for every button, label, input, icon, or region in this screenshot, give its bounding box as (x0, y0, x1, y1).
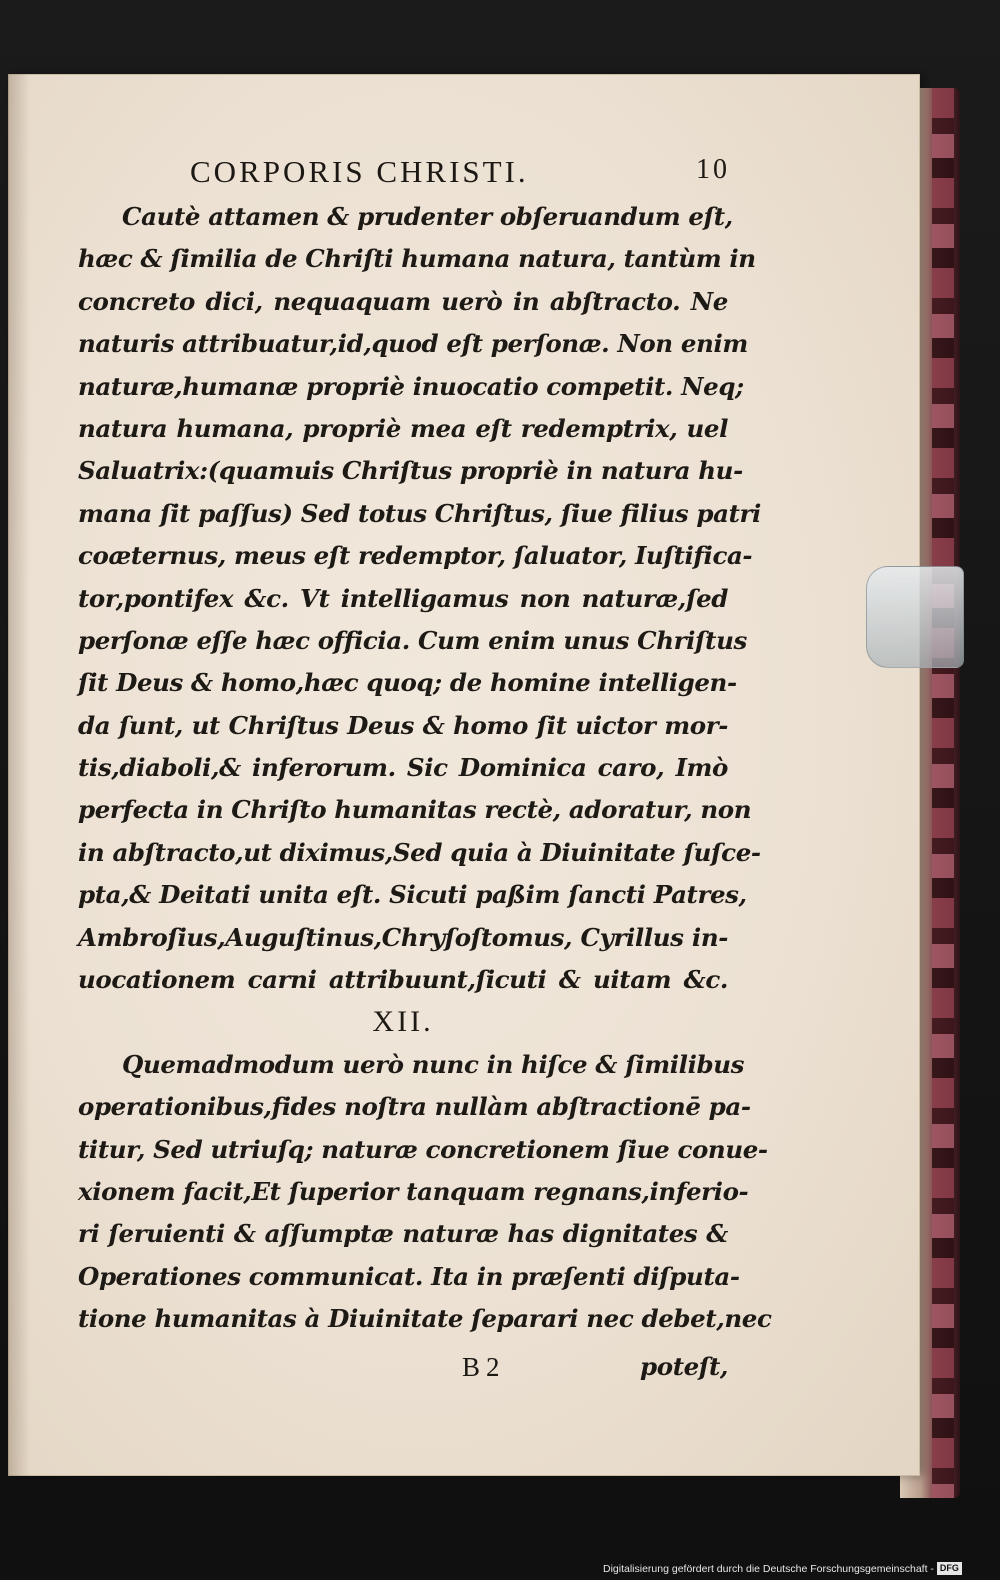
text-line: Quemadmodum uerò nunc in hiſce & ſimilibus (122, 1049, 745, 1079)
text-line: coæternus, meus eſt redemptor, ſaluator, Iuſtifica- (78, 541, 753, 571)
page-footer (78, 1343, 728, 1391)
signature-mark: B 2 (462, 1351, 500, 1382)
text-line: naturæ,humanæ propriè inuocatio competit. Neq; (78, 371, 744, 401)
text-block (78, 196, 772, 1391)
text-line: da ſunt, ut Chriſtus Deus & homo ſit uictor mor- (78, 710, 728, 740)
text-line: ſit Deus & homo,hæc quoq; de homine intelligen- (78, 668, 737, 698)
digitization-credit (603, 1560, 995, 1578)
text-line: Ambroſius,Auguſtinus,Chryſoſtomus, Cyrillus in- (78, 922, 728, 952)
dfg-logo: DFG (937, 1562, 962, 1575)
text-line: natura humana, propriè mea eſt redemptrix, uel (78, 413, 728, 443)
folio-number: 10 (696, 154, 730, 185)
text-line: mana ſit paſſus) Sed totus Chriſtus, ſiue filius patri (78, 498, 761, 528)
text-line: Saluatrix:(quamuis Chriſtus propriè in natura hu- (78, 456, 743, 486)
text-line: Operationes communicat. Ita in præſenti diſputa- (78, 1261, 740, 1291)
text-line: tione humanitas à Diuinitate ſeparari nec debet,nec (78, 1304, 772, 1334)
credit-text: Digitalisierung gefördert durch die Deutsche Forschungsgemeinschaft - (603, 1563, 934, 1575)
text-line: tor,pontifex &c. Vt intelligamus non naturæ,ſed (78, 583, 728, 613)
text-line: perfecta in Chriſto humanitas rectè, adoratur, non (78, 795, 752, 825)
page-holder-clip (866, 566, 964, 668)
text-line: titur, Sed utriuſq; naturæ concretionem ſiue conue- (78, 1134, 768, 1164)
text-line: pta,& Deitati unita eſt. Sicuti paßim ſancti Patres, (78, 880, 747, 910)
text-line: Cautè attamen & prudenter obſeruandum eſt, (122, 202, 733, 231)
text-line: tis,diaboli,& inferorum. Sic Dominica caro, Imò (78, 753, 728, 783)
text-line: concreto dici, nequaquam uerò in abſtracto. Ne (78, 286, 728, 316)
text-line: uocationem carni attribuunt,ſicuti & uitam &c. (78, 965, 728, 995)
catchword: poteſt, (640, 1351, 728, 1381)
running-title: CORPORIS CHRISTI. (190, 154, 529, 189)
text-line: naturis attribuatur,id,quod eſt perſonæ. Non enim (78, 329, 748, 359)
text-line: perſonæ eſſe hæc officia. Cum enim unus Chriſtus (78, 625, 747, 655)
text-line: operationibus,fides noſtra nullàm abſtractionē pa- (78, 1092, 751, 1122)
text-line: ri ſeruienti & aſſumptæ naturæ has dignitates & (78, 1219, 728, 1249)
text-line: xionem facit,Et ſuperior tanquam regnans,inferio- (78, 1176, 749, 1206)
page-header (190, 154, 730, 196)
text-line: hæc & ſimilia de Chriſti humana natura, tantùm in (78, 244, 756, 274)
text-line: in abſtracto,ut diximus,Sed quia à Diuinitate ſuſce- (78, 837, 761, 867)
section-heading: XII. (372, 1005, 434, 1039)
